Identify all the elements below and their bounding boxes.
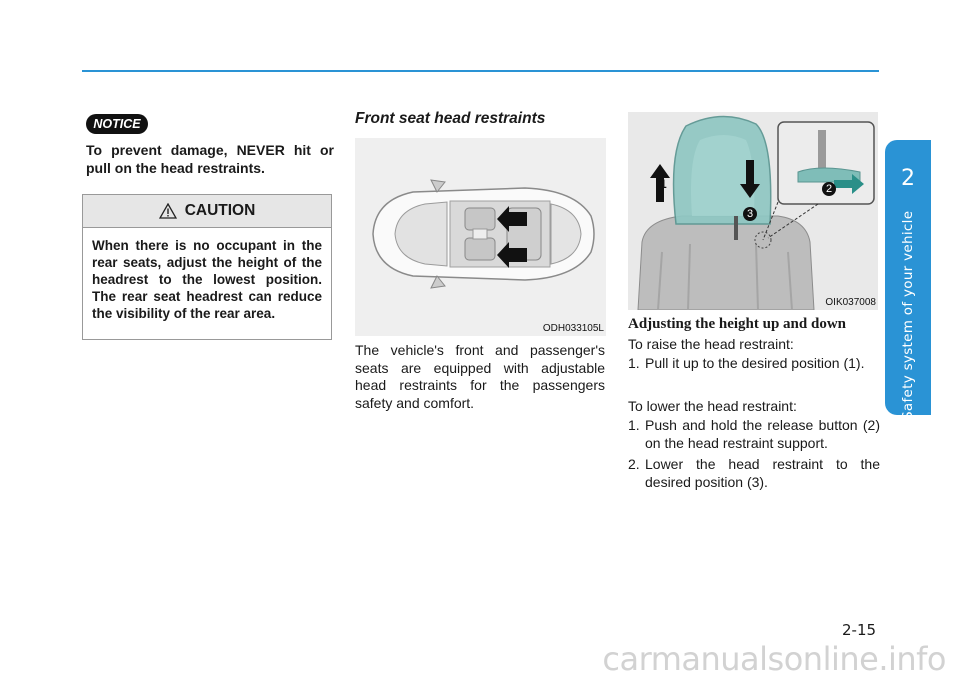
figure-label-2: 2 <box>822 182 836 196</box>
warning-triangle-icon <box>159 203 177 219</box>
step-number: 1. <box>628 355 640 371</box>
step-number: 1. <box>628 417 640 433</box>
section-title: Front seat head restraints <box>355 110 546 127</box>
head-restraint-figure <box>628 112 878 310</box>
chapter-title: Safety system of your vehicle <box>900 210 916 420</box>
header-rule <box>82 70 879 72</box>
figure-label-1: 1 <box>660 177 667 191</box>
notice-text: To prevent damage, NEVER hit or pull on the head restraints. <box>86 142 334 176</box>
caution-box <box>82 194 332 340</box>
list-item <box>628 355 880 373</box>
lower-steps <box>628 417 880 491</box>
list-item <box>628 417 880 452</box>
chapter-tab[interactable] <box>885 140 931 420</box>
figure-code: OIK037008 <box>825 297 876 308</box>
chapter-number: 2 <box>901 166 915 191</box>
raise-steps <box>628 355 880 373</box>
figure-label-3: 3 <box>743 207 757 221</box>
step-text: Push and hold the release button (2) on the head restraint support. <box>645 417 880 451</box>
car-topview-illustration <box>355 138 606 336</box>
page-number: 2-15 <box>842 621 877 639</box>
notice-badge: NOTICE <box>86 114 148 134</box>
figure-code: ODH033105L <box>542 323 604 334</box>
raise-intro: To raise the head restraint: <box>628 336 794 352</box>
lower-intro: To lower the head restraint: <box>628 398 797 414</box>
list-item <box>628 456 880 491</box>
caution-text: When there is no occupant in the rear seats, adjust the height of the headrest to the lowest position. The rear seat headrest can reduce the visibility of the rear area. <box>92 238 322 321</box>
step-text: Lower the head restraint to the desired position (3). <box>645 456 880 490</box>
step-number: 2. <box>628 456 640 472</box>
step-text: Pull it up to the desired position (1). <box>645 355 865 371</box>
car-topview-figure <box>355 138 606 336</box>
adjusting-title: Adjusting the height up and down <box>628 316 846 332</box>
watermark: carmanualsonline.info <box>602 640 946 678</box>
caution-header <box>83 195 331 228</box>
front-seat-paragraph: The vehicle's front and passenger's seats are equipped with adjustable head restraints for the passengers safety and comfort. <box>355 342 605 411</box>
caution-title: CAUTION <box>184 202 256 219</box>
